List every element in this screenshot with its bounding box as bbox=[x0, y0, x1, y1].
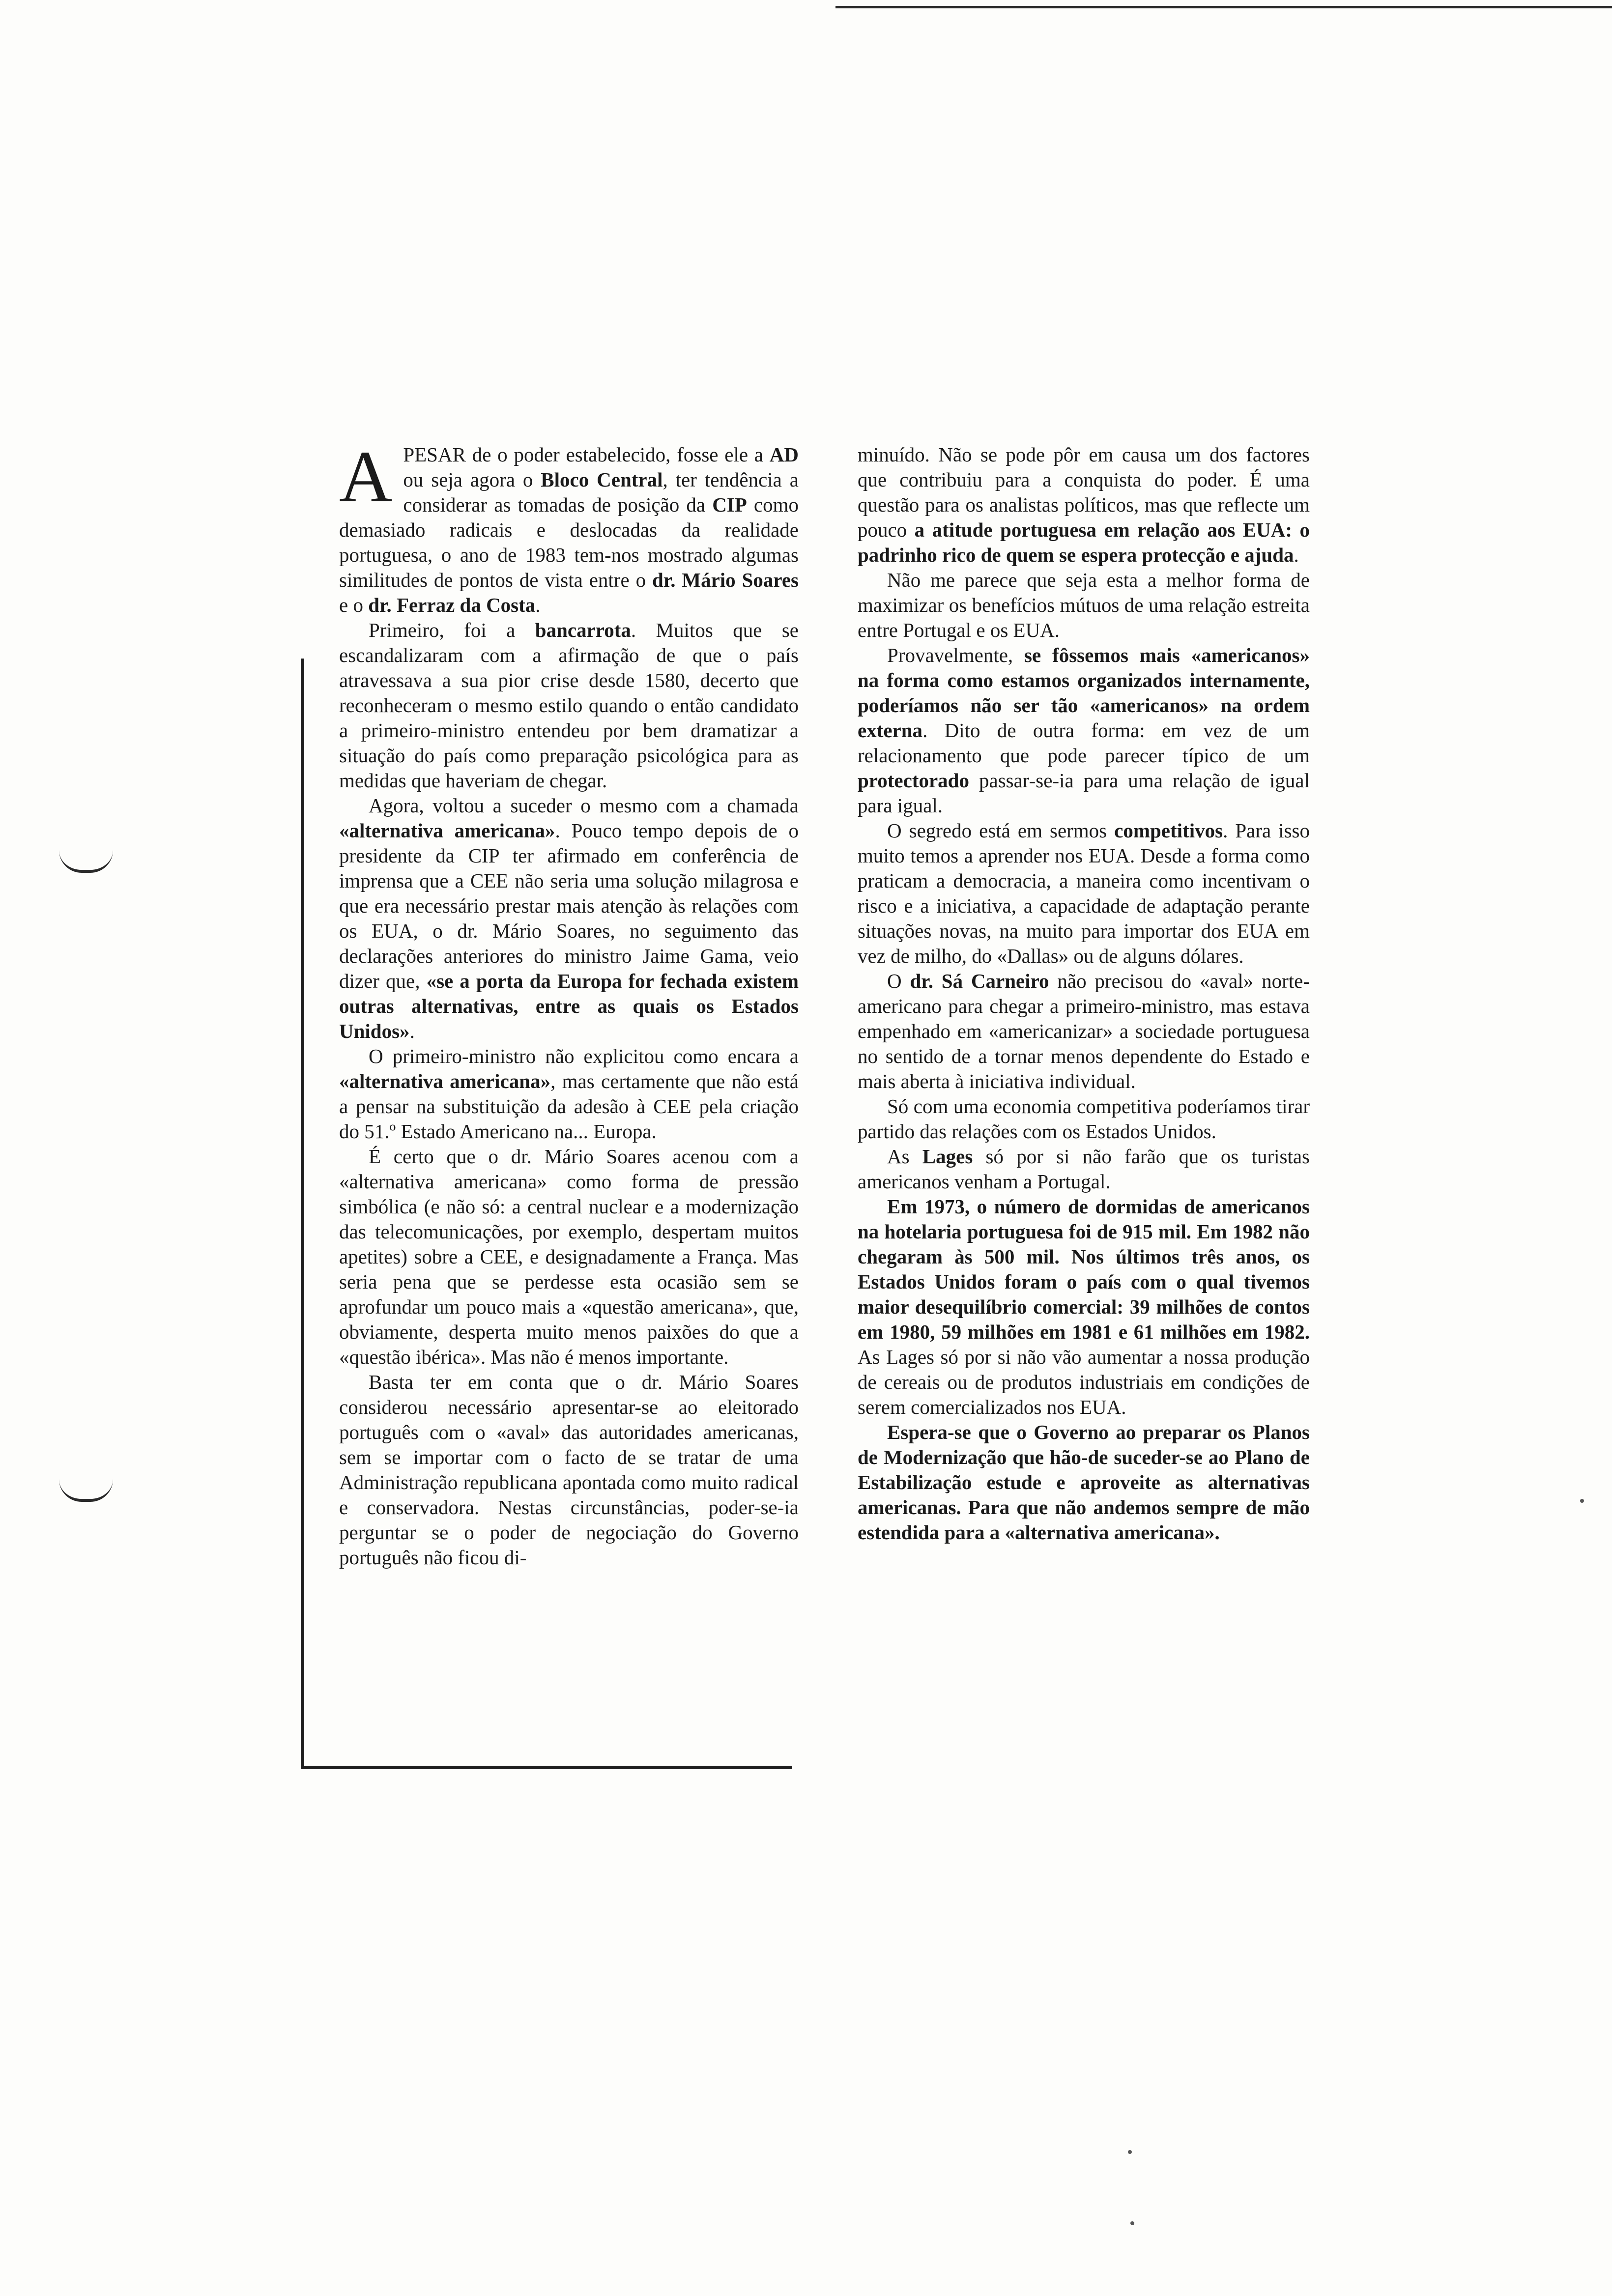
binding-mark bbox=[59, 850, 113, 873]
scan-speck bbox=[1128, 2150, 1132, 2154]
article-paragraph bbox=[339, 793, 799, 1044]
body-text: Basta ter em conta que o dr. Mário Soares considerou necessário apresentar-se ao eleitorado português com o «aval» das autoridades americanas, sem se importar com o facto de se tratar de uma Administração republicana apontada como muito radical e conservadora. Nestas circunstâncias, poder-se-ia perguntar se o poder de negociação do Governo português não ficou di- bbox=[339, 1371, 799, 1569]
emphasis-text: dr. Ferraz da Costa bbox=[368, 594, 536, 616]
body-text: As Lages só por si não vão aumentar a nossa produção de cereais ou de produtos industriais em condições de serem comercializados nos EUA. bbox=[858, 1346, 1310, 1418]
emphasis-text: dr. Mário Soares bbox=[652, 569, 799, 591]
emphasis-text: «alternativa americana» bbox=[339, 1070, 551, 1092]
article-paragraph bbox=[858, 643, 1310, 818]
body-text: Agora, voltou a suceder o mesmo com a chamada bbox=[369, 794, 799, 817]
body-text: minuído. Não se pode pôr em causa um dos factores que contribuiu para a conquista do poder. É uma questão para os analistas políticos, mas que reflecte um pouco bbox=[858, 443, 1310, 541]
body-text: É certo que o dr. Mário Soares acenou com a «alternativa americana» como forma de pressão simbólica (e não só: a central nuclear e a modernização das telecomunicações, por exemplo, despertam muitos apetites) sobre a CEE, e designadamente a França. Mas seria pena que se perdesse esta ocasião sem se aprofundar um pouco mais a «questão americana», que, obviamente, desperta muito menos paixões do que a «questão ibérica». Mas não é menos importante. bbox=[339, 1145, 799, 1368]
body-text: PESAR de o poder estabelecido, fosse ele a bbox=[403, 443, 770, 466]
emphasis-text: dr. Sá Carneiro bbox=[910, 970, 1049, 992]
body-text: passar-se-ia para uma relação de igual para igual. bbox=[858, 769, 1310, 817]
binding-mark bbox=[59, 1479, 113, 1502]
article-paragraph bbox=[858, 442, 1310, 568]
body-text: . Dito de outra forma: em vez de um relacionamento que pode parecer típico de um bbox=[858, 719, 1310, 767]
emphasis-text: se fôssemos mais «americanos» na forma como estamos organizados internamente, poderíamos não ser tão «americanos» na ordem externa bbox=[858, 644, 1310, 742]
article-paragraph bbox=[858, 818, 1310, 969]
body-text: . bbox=[409, 1020, 415, 1042]
body-text: como demasiado radicais e deslocadas da realidade portuguesa, o ano de 1983 tem-nos mostrado algumas similitudes de pontos de vista entre o bbox=[339, 493, 799, 591]
body-text: Só com uma economia competitiva poderíamos tirar partido das relações com os Estados Unidos. bbox=[858, 1095, 1310, 1143]
emphasis-text: CIP bbox=[712, 493, 747, 516]
body-text: só por si não farão que os turistas americanos venham a Portugal. bbox=[858, 1145, 1310, 1193]
article-column-right bbox=[858, 442, 1310, 1545]
article-paragraph bbox=[858, 568, 1310, 643]
body-text: . bbox=[535, 594, 541, 616]
body-text: ou seja agora o bbox=[403, 468, 541, 491]
article-frame-left bbox=[301, 659, 304, 1769]
body-text: . bbox=[1294, 544, 1299, 566]
emphasis-text: a atitude portuguesa em relação aos EUA: o padrinho rico de quem se espera protecção e ajuda bbox=[858, 518, 1310, 566]
body-text: Primeiro, foi a bbox=[369, 619, 535, 641]
body-text: Não me parece que seja esta a melhor forma de maximizar os benefícios mútuos de uma relação estreita entre Portugal e os EUA. bbox=[858, 569, 1310, 641]
body-text: As bbox=[887, 1145, 922, 1168]
scan-edge-line bbox=[835, 6, 1612, 8]
scan-speck bbox=[1130, 2221, 1134, 2225]
article-column-left bbox=[339, 436, 799, 1570]
body-text: , mas certamente que não está a pensar na substituição da adesão à CEE pela criação do 51.º Estado Americano na... Europa. bbox=[339, 1070, 799, 1143]
article-paragraph bbox=[339, 1044, 799, 1144]
body-text: não precisou do «aval» norte-americano para chegar a primeiro-ministro, mas estava empenhado em «americanizar» a sociedade portuguesa no sentido de a tornar menos dependente do Estado e mais aberta à iniciativa individual. bbox=[858, 970, 1310, 1092]
article-paragraph bbox=[858, 1094, 1310, 1144]
article-paragraph bbox=[858, 969, 1310, 1094]
emphasis-text: «alternativa americana» bbox=[339, 819, 555, 842]
article-paragraph bbox=[858, 1420, 1310, 1545]
body-text: , ter tendência a considerar as tomadas de posição da bbox=[403, 468, 799, 516]
body-text: . Muitos que se escandalizaram com a afirmação de que o país atravessava a sua pior crise desde 1580, decerto que reconheceram o mesmo estilo quando o então candidato a primeiro-ministro entendeu por bem dramatizar a situação do país como preparação psicológica para as medidas que haveriam de chegar. bbox=[339, 619, 799, 792]
emphasis-text: Em 1973, o número de dormidas de americanos na hotelaria portuguesa foi de 915 mil. Em 1982 não chegaram às 500 mil. Nos últimos três anos, os Estados Unidos foram o país com o qual tivemos maior desequilíbrio comercial: 39 milhões de contos em 1980, 59 milhões em 1981 e 61 milhões em 1982. bbox=[858, 1195, 1310, 1343]
emphasis-text: Lages bbox=[922, 1145, 973, 1168]
body-text: . Pouco tempo depois de o presidente da CIP ter afirmado em conferência de imprensa que a CEE não seria uma solução milagrosa e que era necessário prestar mais atenção às relações com os EUA, o dr. Mário Soares, no seguimento das declarações anteriores do ministro Jaime Gama, veio dizer que, bbox=[339, 819, 799, 992]
body-text: e o bbox=[339, 594, 369, 616]
scan-speck bbox=[1580, 1499, 1584, 1503]
emphasis-text: Bloco Central bbox=[541, 468, 663, 491]
article-paragraph bbox=[339, 1370, 799, 1570]
article-paragraph bbox=[858, 1194, 1310, 1420]
drop-cap: A bbox=[339, 436, 393, 517]
article-paragraph bbox=[339, 1144, 799, 1370]
article-paragraph bbox=[339, 436, 799, 618]
emphasis-text: Espera-se que o Governo ao preparar os Planos de Modernização que hão-de suceder-se ao Plano de Estabilização estude e aproveite as alternativas americanas. Para que não andemos sempre de mão estendida para a «alternativa americana». bbox=[858, 1421, 1310, 1544]
article-frame-bottom bbox=[301, 1766, 792, 1769]
body-text: O primeiro-ministro não explicitou como encara a bbox=[369, 1045, 799, 1067]
body-text: . Para isso muito temos a aprender nos EUA. Desde a forma como praticam a democracia, a maneira como incentivam o risco e a iniciativa, a capacidade de adaptação perante situações novas, na muito para importar dos EUA em vez de milho, do «Dallas» ou de alguns dólares. bbox=[858, 819, 1310, 967]
emphasis-text: bancarrota bbox=[535, 619, 631, 641]
emphasis-text: AD bbox=[769, 443, 799, 466]
emphasis-text: protectorado bbox=[858, 769, 969, 792]
body-text: O segredo está em sermos bbox=[887, 819, 1115, 842]
body-text: O bbox=[887, 970, 910, 992]
article-paragraph bbox=[858, 1144, 1310, 1194]
emphasis-text: «se a porta da Europa for fechada existem outras alternativas, entre as quais os Estados Unidos» bbox=[339, 970, 799, 1042]
body-text: Provavelmente, bbox=[887, 644, 1025, 666]
emphasis-text: competitivos bbox=[1114, 819, 1223, 842]
article-paragraph bbox=[339, 618, 799, 793]
